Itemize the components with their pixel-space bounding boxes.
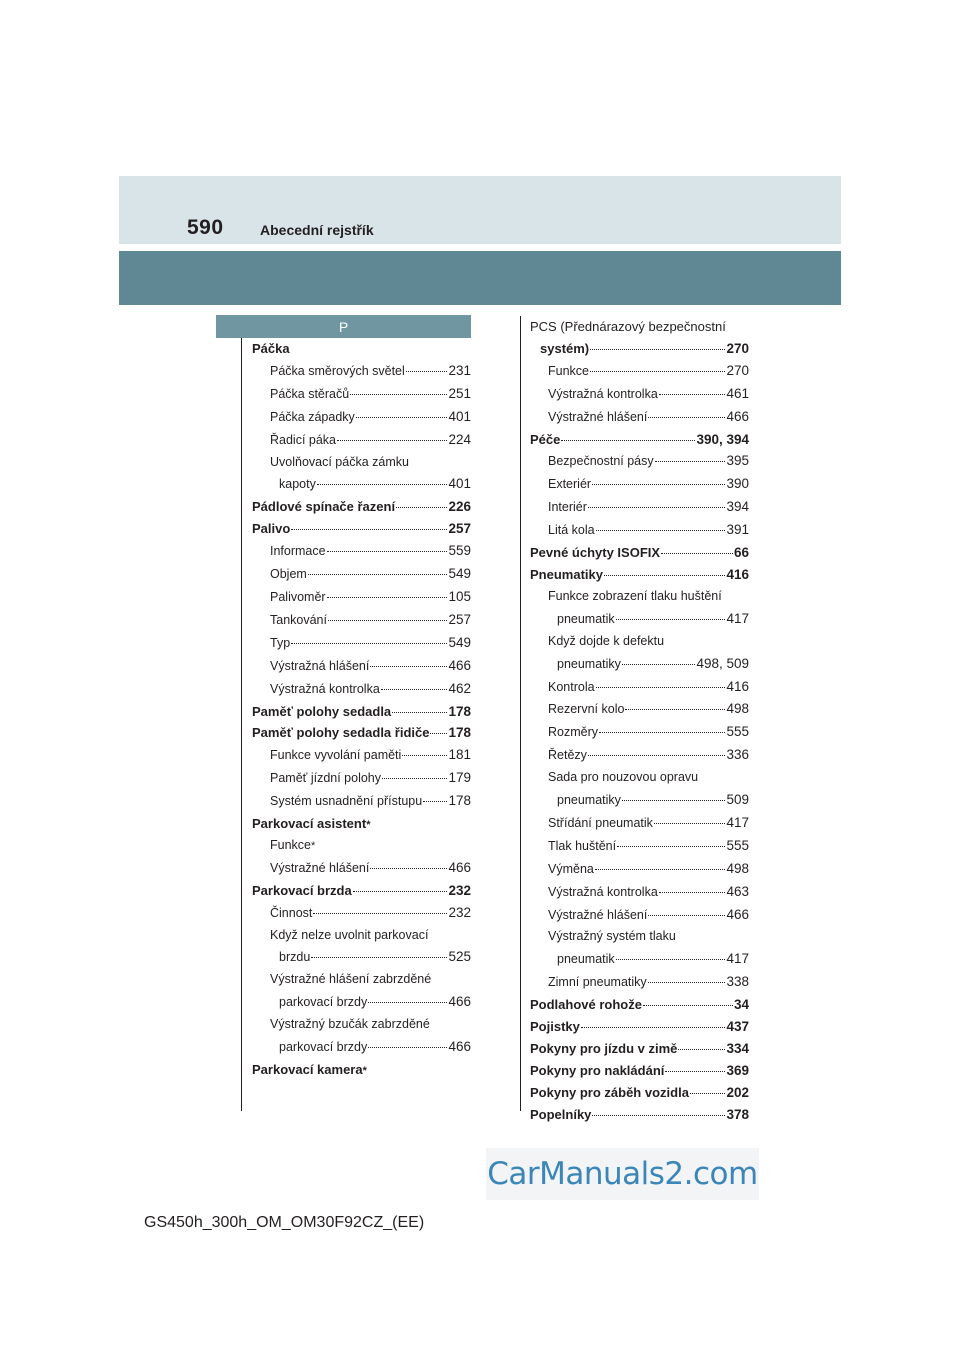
leader-dots [648, 915, 725, 916]
index-entry-term: Když dojde k defektu [548, 633, 665, 648]
index-entry [530, 1016, 749, 1038]
index-entry-term: Pokyny pro jízdu v zimě [530, 1041, 678, 1056]
index-entry-page: 232 [448, 882, 471, 898]
index-entry-term: Funkce vyvolání paměti [270, 748, 402, 763]
leader-dots [599, 732, 725, 733]
index-entry [530, 881, 749, 904]
index-entry [530, 904, 749, 927]
index-entry-page: 466 [448, 859, 471, 875]
index-entry-term: Objem [270, 567, 307, 582]
index-entry-term: pneumatik [557, 952, 615, 967]
index-entry [252, 632, 471, 655]
leader-dots [317, 484, 448, 485]
leader-dots [350, 394, 447, 395]
index-entry-term: Paměť polohy sedadla [252, 703, 392, 719]
leader-dots [588, 755, 726, 756]
index-entry-page: 105 [448, 588, 471, 604]
index-entry-page: 417 [726, 814, 749, 830]
index-entry-term: pneumatiky [557, 793, 621, 808]
index-entry [252, 518, 471, 540]
index-entry-term: Palivo [252, 521, 291, 537]
index-entry-term: Výstražné hlášení [548, 409, 648, 424]
index-entry-term: Parkovací asistent [252, 816, 367, 832]
index-entry [530, 1060, 749, 1082]
index-column-left [252, 338, 471, 1081]
leader-dots [368, 1047, 447, 1048]
index-entry-page: 417 [726, 951, 749, 967]
index-entry-term: systém) [540, 340, 590, 356]
index-entry-page: 34 [733, 997, 749, 1013]
index-entry-term: Péče [530, 431, 561, 447]
index-entry-page: 416 [726, 566, 749, 582]
index-entry [252, 1036, 471, 1059]
index-entry-term: Palivoměr [270, 589, 326, 604]
leader-dots [291, 529, 447, 530]
index-entry [530, 316, 749, 338]
index-entry [252, 473, 471, 496]
index-entry [530, 383, 749, 406]
index-entry-term: kapoty [279, 477, 316, 492]
leader-dots [625, 709, 725, 710]
section-letter-bar [216, 315, 471, 338]
index-entry-term: Páčka stěračů [270, 386, 350, 401]
index-entry [530, 653, 749, 676]
index-entry [530, 473, 749, 496]
index-entry [252, 406, 471, 429]
leader-dots [588, 507, 726, 508]
index-entry-term: Popelníky [530, 1106, 592, 1122]
leader-dots [327, 551, 448, 552]
index-entry [530, 1038, 749, 1060]
leader-dots [659, 892, 726, 893]
index-entry-term: Výstražná kontrolka [270, 681, 380, 696]
index-entry [530, 926, 749, 948]
index-entry [252, 338, 471, 360]
index-entry-term: Kontrola [548, 679, 595, 694]
index-entry-page: 202 [726, 1084, 749, 1100]
index-entry-term: Parkovací kamera [252, 1062, 363, 1077]
index-entry-term: Výstražná kontrolka [548, 386, 658, 401]
index-entry-term: Systém usnadnění přístupu [270, 794, 423, 809]
column-divider-left [241, 338, 242, 1111]
index-entry-page: 181 [448, 747, 471, 763]
index-entry-term: Řetězy [548, 748, 587, 763]
leader-dots [313, 913, 447, 914]
index-entry-term: pneumatiky [557, 656, 621, 671]
index-entry-page: 178 [448, 703, 471, 719]
index-entry-page: 232 [448, 904, 471, 920]
index-entry-page: 416 [726, 678, 749, 694]
leader-dots [328, 620, 447, 621]
index-entry-page: 525 [448, 949, 471, 965]
index-entry-term: Páčka [252, 341, 290, 356]
index-entry-term: Když nelze uvolnit parkovací [270, 927, 429, 942]
index-entry: Parkovací asistent * [252, 813, 471, 835]
index-entry [530, 1082, 749, 1104]
index-entry-page: 555 [726, 724, 749, 740]
leader-dots [423, 801, 447, 802]
index-entry-term: Výstražná hlášení [270, 658, 370, 673]
index-entry-term: Paměť jízdní polohy [270, 771, 381, 786]
index-entry [252, 701, 471, 723]
index-entry-term: parkovací brzdy [279, 995, 368, 1010]
index-entry-term: Výstražný bzučák zabrzděné [270, 1017, 430, 1032]
leader-dots [356, 417, 448, 418]
index-entry-term: Bezpečnostní pásy [548, 454, 654, 469]
leader-dots [596, 530, 726, 531]
index-entry [530, 360, 749, 383]
leader-dots [655, 461, 726, 462]
index-entry [252, 790, 471, 813]
index-entry-page: 401 [448, 408, 471, 424]
index-entry-page: 466 [726, 906, 749, 922]
leader-dots [382, 778, 447, 779]
index-entry-term: Páčka směrových světel [270, 363, 405, 378]
leader-dots [617, 846, 725, 847]
index-entry-page: 466 [448, 994, 471, 1010]
index-entry-page: 66 [733, 545, 749, 561]
index-entry-term: Funkce zobrazení tlaku huštění [548, 588, 722, 603]
leader-dots [396, 507, 447, 508]
index-entry-page: 334 [726, 1041, 749, 1056]
leader-dots [308, 574, 448, 575]
index-entry [252, 722, 471, 744]
index-entry-page: 466 [448, 657, 471, 673]
index-entry-term: Paměť polohy sedadla řidiče [252, 725, 430, 741]
leader-dots [291, 643, 447, 644]
index-entry [252, 880, 471, 902]
index-entry-page: 336 [726, 747, 749, 763]
document-code: GS450h_300h_OM_OM30F92CZ_(EE) [144, 1214, 425, 1231]
index-entry-page: 509 [726, 792, 749, 808]
watermark [486, 1148, 759, 1200]
index-entry-page: 498 [726, 701, 749, 717]
leader-dots [406, 371, 448, 372]
index-entry [530, 721, 749, 744]
index-entry-term: Pokyny pro nakládání [530, 1062, 665, 1078]
index-entry [530, 564, 749, 586]
index-entry-page: 390 [726, 476, 749, 492]
index-entry [252, 383, 471, 406]
index-entry [252, 991, 471, 1014]
index-entry [252, 946, 471, 969]
index-entry-term: Pevné úchyty ISOFIX [530, 545, 661, 561]
index-entry [252, 744, 471, 767]
index-entry: Funkce * [252, 835, 471, 857]
index-entry [530, 767, 749, 789]
index-entry-term: Výstražné hlášení [270, 860, 370, 875]
index-entry-term: Výměna [548, 861, 594, 876]
column-divider-right [520, 316, 521, 1111]
leader-dots [311, 957, 447, 958]
index-entry-term: Rezervní kolo [548, 702, 625, 717]
index-entry-term: Funkce [270, 837, 311, 852]
index-entry [252, 540, 471, 563]
leader-dots [370, 666, 447, 667]
watermark-text: CarManuals2.com [487, 1156, 758, 1192]
index-entry-page: 178 [448, 793, 471, 809]
index-entry-page: 463 [726, 883, 749, 899]
index-entry [530, 971, 749, 994]
index-entry [252, 902, 471, 925]
index-entry-page: 179 [448, 770, 471, 786]
index-entry [530, 608, 749, 631]
index-entry-term: brzdu [279, 950, 311, 965]
leader-dots [678, 1049, 725, 1050]
index-entry-page: 462 [448, 680, 471, 696]
leader-dots [690, 1093, 726, 1094]
index-entry-term: Pojistky [530, 1019, 580, 1035]
leader-dots [643, 1005, 733, 1006]
index-entry-term: Uvolňovací páčka zámku [270, 454, 409, 469]
leader-dots [616, 619, 726, 620]
index-entry-page: 369 [726, 1062, 749, 1078]
index-entry-term: Tankování [270, 612, 327, 627]
leader-dots [592, 484, 725, 485]
index-entry-term: Exteriér [548, 477, 592, 492]
header-bar [119, 251, 841, 305]
leader-dots [596, 687, 726, 688]
index-entry-page: 498 [726, 860, 749, 876]
index-entry-page: 178 [448, 725, 471, 741]
index-entry-page: 226 [448, 499, 471, 515]
index-entry-term: Výstražná kontrolka [548, 884, 658, 899]
index-entry-page: 466 [448, 1039, 471, 1055]
index-entry-term: Tlak huštění [548, 838, 617, 853]
leader-dots [368, 1002, 447, 1003]
index-entry-term: Řadicí páka [270, 432, 337, 447]
index-entry-page: 417 [726, 610, 749, 626]
index-entry-page: 466 [726, 408, 749, 424]
index-entry [530, 586, 749, 608]
index-entry-page: 395 [726, 453, 749, 469]
index-entry-page: 437 [726, 1019, 749, 1035]
leader-dots [402, 755, 447, 756]
leader-dots [337, 440, 447, 441]
leader-dots [659, 394, 726, 395]
index-entry-term: Informace [270, 544, 326, 559]
leader-dots [590, 371, 725, 372]
index-entry [530, 1104, 749, 1126]
leader-dots [648, 417, 725, 418]
index-entry-term: Výstražné hlášení zabrzděné [270, 972, 432, 987]
page-title: Abecední rejstřík [260, 222, 374, 238]
section-letter: P [338, 318, 349, 335]
leader-dots [392, 712, 447, 713]
index-entry [252, 969, 471, 991]
index-entry [530, 835, 749, 858]
leader-dots [665, 1071, 725, 1072]
index-entry-term: Páčka západky [270, 409, 355, 424]
index-entry-page: 549 [448, 634, 471, 650]
index-entry-page: 270 [726, 362, 749, 378]
index-entry [530, 496, 749, 519]
index-entry-page: 338 [726, 974, 749, 990]
index-entry-page: 378 [726, 1106, 749, 1122]
index-entry-term: Zimní pneumatiky [548, 975, 647, 990]
index-entry-term: Činnost [270, 905, 313, 920]
leader-dots [604, 575, 725, 576]
index-entry [530, 858, 749, 881]
index-entry-page: 251 [448, 385, 471, 401]
index-entry [252, 360, 471, 383]
index-entry [252, 655, 471, 678]
leader-dots [648, 982, 726, 983]
index-entry [530, 542, 749, 564]
index-entry-page: 461 [726, 385, 749, 401]
index-entry [530, 812, 749, 835]
index-entry-page: 549 [448, 566, 471, 582]
index-entry [530, 519, 749, 542]
index-entry: Parkovací kamera * [252, 1059, 471, 1081]
index-entry [530, 676, 749, 699]
index-entry-page: 270 [726, 340, 749, 356]
index-entry-term: Sada pro nouzovou opravu [548, 770, 699, 785]
leader-dots [327, 597, 448, 598]
index-entry [252, 563, 471, 586]
index-entry-term: Funkce [548, 363, 589, 378]
page-number: 590 [187, 216, 224, 239]
leader-dots [616, 959, 726, 960]
index-entry-term: Výstražné hlášení [548, 907, 648, 922]
leader-dots [381, 689, 448, 690]
index-entry [252, 429, 471, 452]
index-entry [530, 994, 749, 1016]
index-entry [252, 925, 471, 947]
index-entry [252, 678, 471, 701]
leader-dots [430, 733, 447, 734]
index-entry-term: Pádlové spínače řazení [252, 499, 396, 515]
leader-dots [370, 868, 447, 869]
index-entry [530, 338, 749, 360]
leader-dots [622, 800, 726, 801]
index-entry-term: Podlahové rohože [530, 997, 642, 1013]
index-entry-term: Pneumatiky [530, 566, 603, 582]
index-entry-term: Typ [270, 635, 291, 650]
index-entry-page: 390, 394 [696, 431, 749, 447]
leader-dots [622, 664, 696, 665]
index-entry-term: pneumatik [557, 611, 615, 626]
index-entry [530, 406, 749, 429]
leader-dots [581, 1027, 726, 1028]
index-entry [530, 744, 749, 767]
index-entry-term: Střídání pneumatik [548, 815, 653, 830]
index-entry-page: 559 [448, 543, 471, 559]
index-entry-page: 391 [726, 522, 749, 538]
index-entry-page: 224 [448, 431, 471, 447]
leader-dots [353, 891, 448, 892]
leader-dots [595, 869, 726, 870]
index-entry [252, 857, 471, 880]
index-entry [252, 496, 471, 518]
index-entry-term: Parkovací brzda [252, 882, 352, 898]
index-entry-page: 401 [448, 476, 471, 492]
index-entry [530, 631, 749, 653]
index-entry-term: Výstražný systém tlaku [548, 929, 676, 944]
index-entry-page: 394 [726, 499, 749, 515]
index-entry-page: 498, 509 [696, 655, 749, 671]
header-band [119, 176, 841, 244]
leader-dots [592, 1115, 725, 1116]
index-entry [530, 948, 749, 971]
leader-dots [654, 823, 726, 824]
index-entry [530, 789, 749, 812]
index-column-right [530, 316, 749, 1126]
index-entry-page: 257 [448, 611, 471, 627]
index-entry-term: Pokyny pro záběh vozidla [530, 1084, 689, 1100]
index-entry [252, 586, 471, 609]
index-entry [530, 450, 749, 473]
index-entry [252, 609, 471, 632]
leader-dots [561, 440, 695, 441]
index-entry-term: parkovací brzdy [279, 1040, 368, 1055]
index-entry [252, 1014, 471, 1036]
index-entry-term: Interiér [548, 500, 587, 515]
index-entry-term: Rozměry [548, 725, 599, 740]
index-entry-page: 231 [448, 362, 471, 378]
leader-dots [590, 349, 725, 350]
index-entry [252, 767, 471, 790]
index-entry-page: 257 [448, 521, 471, 537]
index-entry [252, 452, 471, 474]
index-entry [530, 698, 749, 721]
index-entry [530, 429, 749, 451]
leader-dots [661, 553, 733, 554]
index-entry-term: PCS (Přednárazový bezpečnostní [530, 319, 726, 334]
index-entry-term: Litá kola [548, 523, 595, 538]
index-entry-page: 555 [726, 837, 749, 853]
